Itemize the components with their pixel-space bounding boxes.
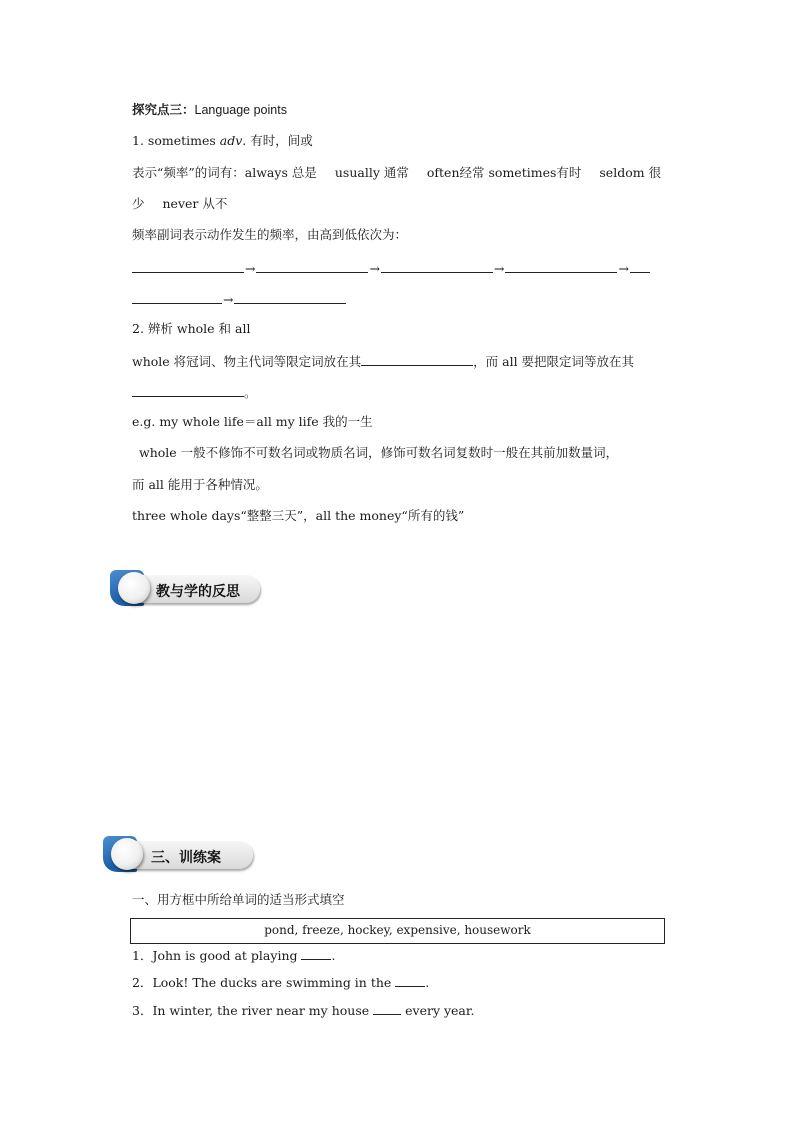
frequency-order-text: 频率副词表示动作发生的频率，由高到低依次为：: [132, 227, 408, 242]
training-title: 三、训练案: [151, 850, 221, 866]
point-2-note: whole 一般不修饰不可数名词或物质名词，修饰可数名词复数时一般在其前加数量词，: [139, 445, 619, 460]
frequency-words-line-2: [132, 195, 227, 213]
section-bullet-icon: [111, 838, 143, 870]
arrow-icon: →: [618, 261, 629, 276]
exercise-number: 3．: [132, 1003, 153, 1018]
exercise-blank[interactable]: [373, 1000, 401, 1015]
arrow-icon: →: [493, 261, 505, 276]
training-instruction: 一、用方框中所给单词的适当形式填空: [132, 892, 345, 907]
freq-word-zh: 通常: [383, 165, 409, 180]
point-1-pos: adv: [219, 133, 243, 148]
exercise-text: John is good at playing: [152, 948, 298, 963]
freq-word-zh: 少: [132, 196, 145, 211]
freq-word-en: always: [244, 165, 288, 180]
fill-blank[interactable]: [256, 258, 368, 273]
rule-text: ，而 all 要把限定词等放在其: [473, 354, 635, 369]
exercise-blank[interactable]: [395, 972, 425, 987]
exercise-item: [132, 1000, 474, 1020]
fill-blank[interactable]: [630, 258, 650, 273]
freq-word-en: never: [162, 196, 199, 211]
point-1-prefix: 1. sometimes: [132, 133, 220, 148]
exercise-blank[interactable]: [301, 945, 331, 960]
reflection-section-header: [110, 570, 270, 612]
point-2-rule: [132, 351, 634, 371]
arrow-icon: →: [369, 261, 380, 276]
freq-word-zh: 很: [648, 165, 662, 180]
section-bullet-icon: [118, 572, 150, 604]
exercise-number: 2．: [132, 975, 153, 990]
training-section-header: [103, 836, 263, 878]
fill-blank[interactable]: [505, 258, 617, 273]
freq-word-zh: 总是: [291, 165, 317, 180]
freq-word-zh: 经常: [459, 165, 485, 180]
point-2-example-2: three whole days“整整三天”，all the money“所有的钱”: [132, 508, 465, 523]
exercise-number: 1．: [132, 948, 153, 963]
point-1-meaning: . 有时，间或: [242, 133, 313, 148]
point-1: [132, 132, 313, 150]
fill-blank[interactable]: [381, 258, 493, 273]
arrow-icon: →: [245, 261, 256, 276]
exercise-text-end: every year.: [405, 1003, 475, 1018]
reflection-title: 教与学的反思: [156, 584, 240, 600]
fill-blank[interactable]: [132, 382, 244, 397]
freq-word-en: seldom: [599, 165, 645, 180]
frequency-blanks-line-2: [132, 289, 346, 309]
exercise-text: In winter, the river near my house: [152, 1003, 370, 1018]
freq-word-en: often: [426, 165, 460, 180]
explore-heading-en: Language points: [194, 103, 287, 117]
fill-blank[interactable]: [132, 289, 222, 304]
exercise-text-end: .: [425, 975, 430, 990]
explore-heading: [132, 101, 287, 119]
rule-end: 。: [244, 385, 257, 400]
arrow-icon: →: [223, 292, 234, 307]
explore-heading-label: 探究点三：: [132, 102, 195, 117]
frequency-blanks-line: [132, 258, 650, 278]
freq-word-en: sometimes: [488, 165, 557, 180]
freq-word-zh: 从不: [202, 196, 228, 211]
frequency-words-line: [132, 164, 661, 182]
word-box: pond, freeze, hockey, expensive, housework: [130, 918, 665, 944]
frequency-intro: 表示“频率”的词有：: [132, 165, 245, 180]
freq-word-en: usually: [334, 165, 380, 180]
exercise-text-end: .: [331, 948, 336, 963]
point-2-note-2: 而 all 能用于各种情况。: [132, 477, 268, 492]
point-2-example: e.g. my whole life＝all my life 我的一生: [132, 414, 373, 429]
exercise-item: [132, 945, 335, 965]
exercise-text: Look! The ducks are swimming in the: [152, 975, 392, 990]
fill-blank[interactable]: [132, 258, 244, 273]
freq-word-zh: 有时: [556, 165, 582, 180]
exercise-item: [132, 972, 429, 992]
rule-text: whole 将冠词、物主代词等限定词放在其: [132, 354, 362, 369]
fill-blank[interactable]: [361, 351, 473, 366]
point-2-title: 2. 辨析 whole 和 all: [132, 321, 251, 336]
point-2-rule-end: [132, 382, 257, 402]
fill-blank[interactable]: [234, 289, 346, 304]
